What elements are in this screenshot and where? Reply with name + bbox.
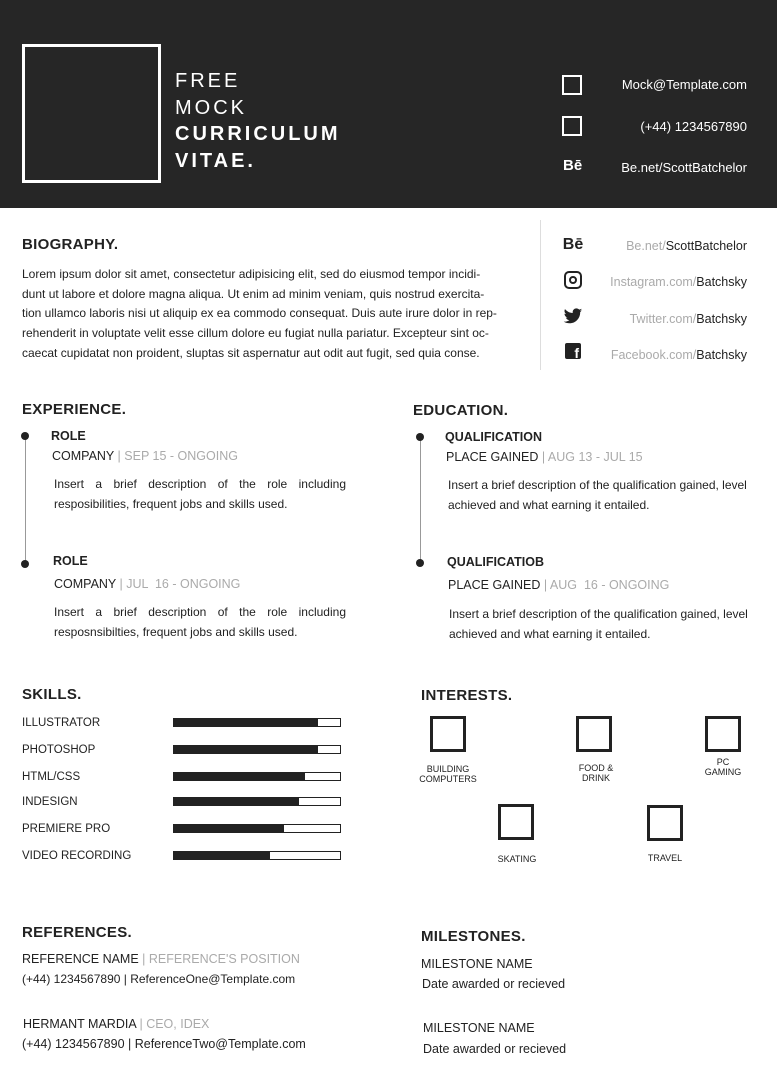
edu-desc-line: Insert a brief description of the qualification gained, level — [449, 607, 748, 621]
edu-desc-line: achieved and what earning it entailed. — [449, 627, 651, 641]
skill-bar — [173, 824, 341, 833]
reference-contact[interactable]: (+44) 1234567890 | ReferenceOne@Template.com — [22, 972, 296, 986]
social-prefix: Twitter.com/ — [629, 312, 697, 326]
reference-name: REFERENCE NAME — [22, 952, 139, 966]
education-timeline — [420, 437, 421, 563]
milestone-name: MILESTONE NAME — [421, 957, 533, 971]
travel-icon — [647, 805, 683, 841]
references-title: REFERENCES. — [22, 924, 132, 941]
milestone-detail: Date awarded or recieved — [423, 1042, 567, 1056]
timeline-dot — [416, 433, 424, 441]
edu-description — [448, 475, 748, 515]
milestone-detail: Date awarded or recieved — [422, 977, 566, 991]
exp-role: ROLE — [53, 554, 88, 568]
skill-label: HTML/CSS — [22, 771, 81, 783]
exp-desc-line: resposibilities, frequent jobs and skills used. — [54, 497, 288, 511]
biography-line: caecat cupidatat non proident, sluptas sit aspernatur aut odit aut fugit, sed quia conse. — [22, 345, 480, 360]
edu-place: PLACE GAINED — [446, 450, 539, 464]
social-instagram[interactable] — [610, 275, 747, 289]
interest-label — [477, 854, 557, 864]
social-divider — [540, 220, 541, 370]
edu-qualification: QUALIFICATIOB — [447, 555, 544, 569]
exp-description — [54, 474, 346, 514]
exp-desc-line: resposnsibilties, frequent jobs and skills used. — [54, 625, 298, 639]
pc-gaming-icon — [705, 716, 741, 752]
interest-label — [556, 763, 636, 783]
separator: | — [114, 449, 125, 463]
phone-icon — [562, 116, 582, 136]
interest-label — [625, 853, 705, 863]
reference-name-line — [23, 1017, 209, 1031]
social-handle: Batchsky — [696, 312, 747, 326]
exp-dates: SEP 15 - ONGOING — [124, 449, 238, 463]
skills-title: SKILLS. — [22, 686, 82, 703]
separator: | — [135, 1017, 147, 1031]
biography-line: tion ullamco laboris nisi ut aliquip ex ea commodo consequat. Duis aute irure dolor in rep- — [22, 306, 497, 321]
interest-label-line: COMPUTERS — [419, 774, 477, 784]
behance-icon: Bē — [562, 236, 584, 253]
instagram-icon — [564, 271, 582, 289]
social-handle: Batchsky — [696, 348, 747, 362]
social-handle: ScottBatchelor — [665, 239, 747, 253]
edu-dates: AUG 13 - JUL 15 — [547, 450, 643, 464]
reference-contact[interactable]: (+44) 1234567890 | ReferenceTwo@Template.com — [22, 1037, 306, 1051]
edu-dates: AUG 16 - ONGOING — [549, 578, 670, 592]
timeline-dot — [416, 559, 424, 567]
interest-label-line: BUILDING — [426, 764, 470, 774]
facebook-icon — [565, 343, 581, 359]
email-icon — [562, 75, 582, 95]
exp-company-line — [54, 577, 240, 591]
timeline-dot — [21, 560, 29, 568]
reference-position: CEO, IDEX — [146, 1017, 210, 1031]
social-prefix: Be.net/ — [626, 239, 666, 253]
social-twitter[interactable] — [630, 312, 747, 326]
social-prefix: Instagram.com/ — [610, 275, 697, 289]
building-computers-icon — [430, 716, 466, 752]
separator: | — [116, 577, 127, 591]
interest-label-line: FOOD & — [578, 763, 614, 773]
social-behance[interactable] — [626, 239, 747, 253]
edu-place-line — [448, 578, 669, 592]
reference-name-line — [22, 952, 300, 966]
skill-bar-fill — [174, 798, 299, 805]
interest-label-line: GAMING — [704, 767, 742, 777]
exp-company-line — [52, 449, 238, 463]
skill-bar-fill — [174, 825, 284, 832]
interest-label — [408, 764, 488, 784]
edu-qualification: QUALIFICATION — [445, 430, 542, 444]
skill-bar-fill — [174, 719, 318, 726]
exp-dates: JUL 16 - ONGOING — [126, 577, 241, 591]
skating-icon — [498, 804, 534, 840]
name-line-3: CURRICULUM — [175, 123, 341, 145]
separator: | — [138, 952, 149, 966]
experience-timeline — [25, 436, 26, 564]
behance-icon: Bē — [563, 157, 583, 174]
exp-desc-line: Insert a brief description of the role including — [54, 477, 346, 491]
reference-position: REFERENCE'S POSITION — [148, 952, 300, 966]
interest-label-line: TRAVEL — [647, 853, 683, 863]
skill-bar-fill — [174, 852, 270, 859]
interests-title: INTERESTS. — [421, 687, 513, 704]
milestones-title: MILESTONES. — [421, 928, 526, 945]
skill-bar — [173, 718, 341, 727]
header-phone[interactable]: (+44) 1234567890 — [640, 119, 747, 134]
experience-title: EXPERIENCE. — [22, 401, 127, 418]
reference-name: HERMANT MARDIA — [23, 1017, 136, 1031]
social-handle: Batchsky — [696, 275, 747, 289]
exp-role: ROLE — [51, 429, 86, 443]
interest-label-line: SKATING — [497, 854, 537, 864]
social-prefix: Facebook.com/ — [610, 348, 697, 362]
edu-desc-line: Insert a brief description of the qualification gained, level — [448, 478, 747, 492]
exp-company: COMPANY — [52, 449, 115, 463]
skill-bar — [173, 745, 341, 754]
skill-bar-fill — [174, 746, 318, 753]
skill-label: PREMIERE PRO — [22, 823, 111, 835]
biography-line: Lorem ipsum dolor sit amet, consectetur adipisicing elit, sed do eiusmod tempor incidi- — [22, 267, 481, 281]
biography-text — [22, 265, 498, 364]
edu-description — [449, 604, 749, 644]
exp-desc-line: Insert a brief description of the role including — [54, 605, 346, 619]
edu-place-line — [446, 450, 643, 464]
separator: | — [540, 578, 550, 592]
photo-placeholder — [22, 44, 161, 183]
biography-title: BIOGRAPHY. — [22, 236, 119, 253]
skill-label: ILLUSTRATOR — [22, 717, 101, 729]
header-behance[interactable]: Be.net/ScottBatchelor — [621, 160, 747, 175]
skill-bar-fill — [174, 773, 305, 780]
name-line-1: FREE — [175, 70, 241, 92]
social-facebook[interactable] — [611, 348, 747, 362]
separator: | — [538, 450, 548, 464]
exp-description — [54, 602, 346, 642]
timeline-dot — [21, 432, 29, 440]
skill-label: INDESIGN — [22, 796, 78, 808]
skill-label: PHOTOSHOP — [22, 744, 96, 756]
interest-label-line: PC — [716, 757, 730, 767]
name-line-2: MOCK — [175, 97, 247, 119]
education-title: EDUCATION. — [413, 402, 509, 419]
skill-bar — [173, 797, 341, 806]
interest-label-line: DRINK — [581, 773, 610, 783]
header-email[interactable]: Mock@Template.com — [621, 77, 747, 92]
skill-bar — [173, 851, 341, 860]
facebook-glyph: f — [574, 345, 579, 361]
twitter-icon — [563, 308, 583, 325]
milestone-name: MILESTONE NAME — [423, 1021, 535, 1035]
biography-line: rehenderit in voluptate velit esse cillum dolore eu fugiat nulla pariatur. Excepteur sint oc- — [22, 326, 489, 341]
name-line-4: VITAE. — [175, 150, 256, 172]
edu-desc-line: achieved and what earning it entailed. — [448, 498, 650, 512]
food-drink-icon — [576, 716, 612, 752]
skill-label: VIDEO RECORDING — [22, 850, 132, 862]
skill-bar — [173, 772, 341, 781]
edu-place: PLACE GAINED — [448, 578, 541, 592]
exp-company: COMPANY — [54, 577, 117, 591]
biography-line: dunt ut labore et dolore magna aliqua. Ut enim ad minim veniam, quis nostrud exercita- — [22, 286, 485, 301]
interest-label — [683, 757, 763, 777]
